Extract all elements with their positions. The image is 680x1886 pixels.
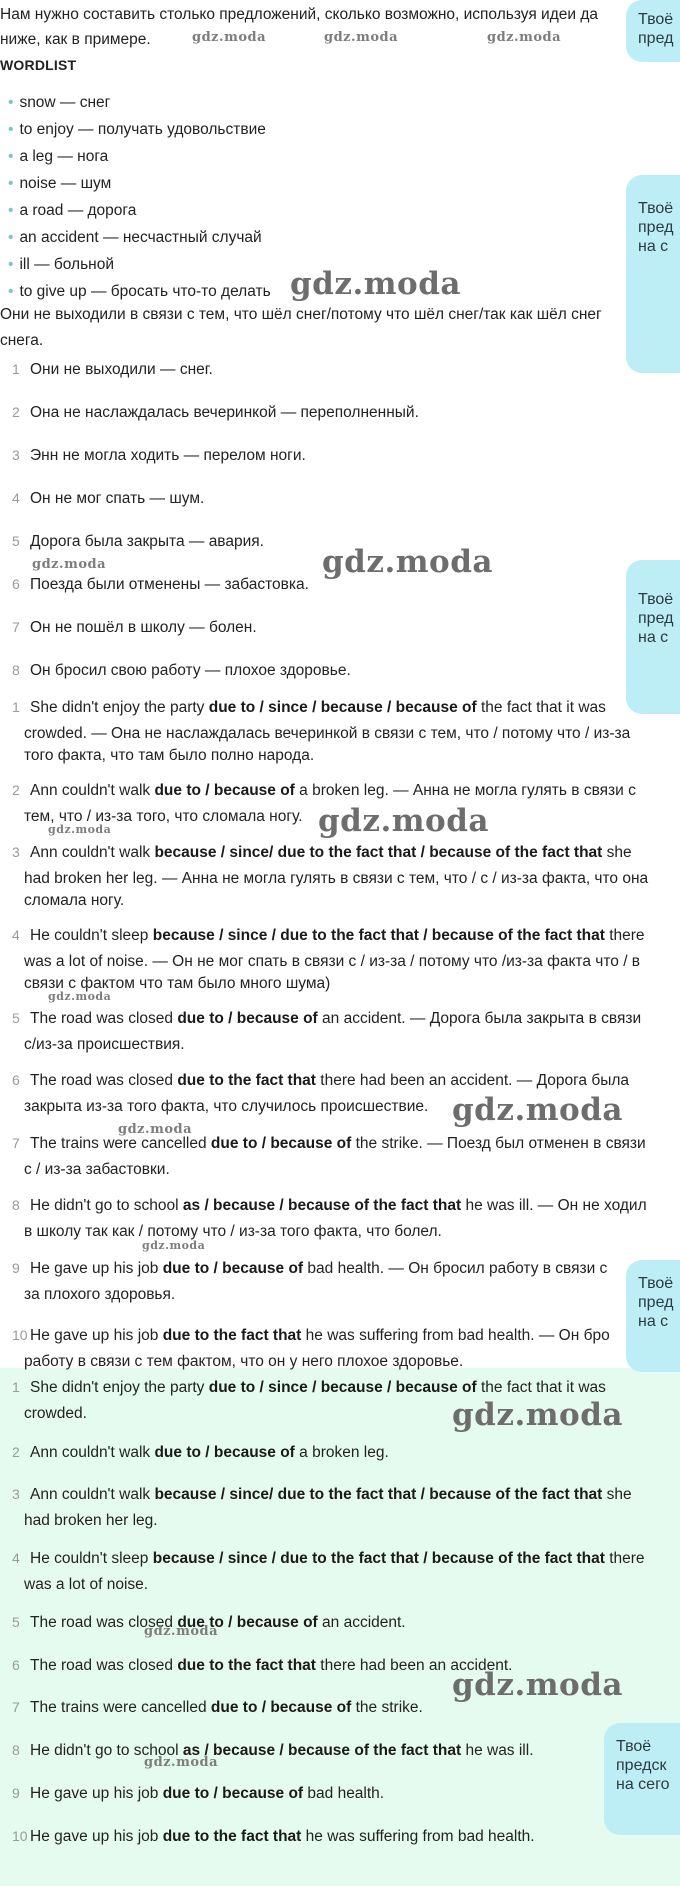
watermark: gdz.moda: [144, 1755, 219, 1770]
answer-text: He couldn't sleep: [30, 1550, 153, 1567]
watermark: gdz.moda: [142, 1239, 206, 1252]
wordlist-text: a leg — нога: [19, 148, 109, 165]
wordlist-text: a road — дорога: [19, 202, 137, 219]
answer-text: Ann couldn't walk: [30, 1486, 155, 1503]
answer-line: сломала ногу.: [24, 892, 125, 909]
item-number: 4: [12, 927, 20, 943]
answer-line: с / из-за забастовки.: [24, 1161, 170, 1178]
english-answer-line: [12, 1484, 668, 1505]
item-number: 6: [12, 576, 20, 592]
answer-line: [12, 925, 668, 946]
wordlist-item: [8, 146, 108, 167]
answer-text: The road was closed: [30, 1614, 178, 1631]
bullet-icon: •: [8, 283, 14, 300]
prompt-item: [12, 531, 264, 552]
wordlist-title: WORDLIST: [0, 57, 77, 73]
answer-line: работу в связи с тем фактом, что он у него плохое здоровье.: [24, 1353, 464, 1370]
item-number: 3: [12, 447, 20, 463]
answer-line: [12, 1258, 668, 1279]
answer-connector: because / since / due to the fact that / because of the fact that: [152, 1550, 605, 1567]
answer-text: The road was closed: [30, 1657, 178, 1674]
item-number: 2: [12, 782, 20, 798]
answer-text: she: [602, 844, 632, 861]
prompt-text: Энн не могла ходить — перелом ноги.: [30, 447, 306, 464]
answer-text: a broken leg.: [294, 1444, 389, 1461]
item-number: 4: [12, 1550, 20, 1566]
answer-text: there had been an accident. — Дорога была: [315, 1072, 630, 1089]
item-number: 1: [12, 361, 20, 377]
english-answer-line: [12, 1548, 668, 1569]
answer-text: he was suffering from bad health. — Он бро: [301, 1327, 610, 1344]
answer-text: the strike.: [351, 1699, 423, 1716]
answer-line: за плохого здоровья.: [24, 1286, 176, 1303]
watermark: gdz.moda: [48, 823, 112, 836]
bullet-icon: •: [8, 121, 14, 138]
answer-text: the fact that it was: [476, 699, 606, 716]
answer-connector: due to / because of: [154, 782, 295, 799]
wordlist-text: noise — шум: [19, 175, 112, 192]
answer-connector: due to the fact that: [177, 1657, 316, 1674]
item-number: 8: [12, 662, 20, 678]
item-number: 7: [12, 1699, 20, 1715]
answer-text: He didn't go to school: [30, 1742, 183, 1759]
answer-text: He gave up his job: [30, 1828, 163, 1845]
answer-text: He couldn't sleep: [30, 927, 153, 944]
bullet-icon: •: [8, 175, 14, 192]
answer-text: Ann couldn't walk: [30, 782, 155, 799]
item-number: 3: [12, 1486, 20, 1502]
watermark: gdz.moda: [324, 30, 399, 45]
wordlist-item: [8, 92, 110, 113]
english-answer-line: [12, 1612, 668, 1633]
answer-text: He gave up his job: [30, 1260, 163, 1277]
answer-connector: due to / because of: [177, 1614, 318, 1631]
answer-connector: due to / because of: [210, 1135, 352, 1152]
answer-text: there: [604, 927, 645, 944]
answer-text: there: [604, 1550, 645, 1567]
answer-line: had broken her leg. — Анна не могла гулять в связи с тем, что / с / из-за факта, что она: [24, 870, 649, 887]
answer-text: Ann couldn't walk: [30, 1444, 155, 1461]
watermark: gdz.moda: [290, 266, 461, 302]
wordlist-text: an accident — несчастный случай: [19, 229, 262, 246]
answer-text: bad health.: [303, 1785, 385, 1802]
bullet-icon: •: [8, 94, 14, 111]
answer-text: He didn't go to school: [30, 1197, 183, 1214]
answer-line: [12, 697, 668, 718]
promo-bubble[interactable]: Твоё пред: [626, 0, 680, 62]
prompt-item: [12, 617, 257, 638]
item-number: 10: [12, 1828, 28, 1844]
answer-text: He gave up his job: [30, 1785, 163, 1802]
answer-line: crowded. — Она не наслаждалась вечеринкой в связи с тем, что / потому что / из-за: [24, 725, 631, 742]
answer-connector: due to / since / because / because of: [208, 699, 477, 716]
prompt-text: Она не наслаждалась вечеринкой — переполненный.: [30, 404, 419, 421]
answer-connector: because / since / due to the fact that / because of the fact that: [152, 927, 605, 944]
english-answer-line: [12, 1442, 668, 1463]
answer-line: [12, 1133, 668, 1154]
item-number: 3: [12, 844, 20, 860]
item-number: 8: [12, 1197, 20, 1213]
answer-connector: as / because / because of the fact that: [182, 1197, 462, 1214]
watermark: gdz.moda: [32, 557, 107, 572]
answer-text: bad health. — Он бросил работу в связи с: [303, 1260, 608, 1277]
bullet-icon: •: [8, 148, 14, 165]
answer-line: того факта, что там было полно народа.: [24, 747, 315, 764]
answer-line: тем, что / из-за того, что сломала ногу.: [24, 808, 303, 825]
answer-text: The trains were cancelled: [30, 1699, 211, 1716]
answer-text: She didn't enjoy the party: [30, 1379, 209, 1396]
answer-line: [12, 1008, 668, 1029]
answer-text: She didn't enjoy the party: [30, 699, 209, 716]
answer-text: Ann couldn't walk: [30, 844, 155, 861]
wordlist-text: to give up — бросать что-то делать: [19, 283, 271, 300]
answer-connector: due to / because of: [177, 1010, 318, 1027]
answer-line: закрыта из-за того факта, что случилось происшествие.: [24, 1098, 429, 1115]
answer-text: a broken leg. — Анна не могла гулять в связи с: [294, 782, 636, 799]
prompt-item: [12, 445, 306, 466]
wordlist-item: [8, 119, 266, 140]
item-number: 7: [12, 619, 20, 635]
answer-line: [12, 1325, 668, 1346]
wordlist-item: [8, 200, 136, 221]
prompt-item: [12, 488, 204, 509]
prompt-item: [12, 402, 419, 423]
wordlist-item: [8, 281, 271, 302]
wordlist-item: [8, 254, 114, 275]
answer-text: he was suffering from bad health.: [301, 1828, 535, 1845]
item-number: 6: [12, 1657, 20, 1673]
answer-line: [12, 842, 668, 863]
item-number: 5: [12, 1614, 20, 1630]
answer-line: [12, 780, 668, 801]
answer-connector: due to / because of: [210, 1699, 352, 1716]
prompt-text: Они не выходили — снег.: [30, 361, 213, 378]
answer-connector: due to the fact that: [162, 1327, 302, 1344]
item-number: 1: [12, 699, 20, 715]
answer-text: an accident. — Дорога была закрыта в связи: [317, 1010, 642, 1027]
item-number: 5: [12, 1010, 20, 1026]
english-answer-line: [12, 1377, 668, 1398]
prompt-text: Поезда были отменены — забастовка.: [30, 576, 309, 593]
wordlist-item: [8, 173, 111, 194]
prompt-item: [12, 660, 351, 681]
prompt-text: Он не мог спать — шум.: [30, 490, 205, 507]
english-answer-line: crowded.: [24, 1405, 87, 1422]
bullet-icon: •: [8, 202, 14, 219]
example-line-1: Они не выходили в связи с тем, что шёл снег/потому что шёл снег/так как шёл снег: [0, 306, 602, 323]
answer-text: The road was closed: [30, 1010, 178, 1027]
watermark: gdz.moda: [487, 30, 562, 45]
english-answer-line: [12, 1740, 668, 1761]
item-number: 8: [12, 1742, 20, 1758]
intro-line-2: ниже, как в примере.: [0, 31, 151, 48]
watermark: gdz.moda: [144, 1624, 219, 1639]
prompt-text: Он не пошёл в школу — болен.: [30, 619, 257, 636]
answer-connector: due to / because of: [154, 1444, 295, 1461]
watermark: gdz.moda: [192, 30, 267, 45]
promo-bubble[interactable]: Твоё предск на сего: [604, 1723, 680, 1835]
item-number: 2: [12, 404, 20, 420]
answer-text: she: [602, 1486, 632, 1503]
watermark: gdz.moda: [322, 544, 493, 580]
item-number: 6: [12, 1072, 20, 1088]
answer-text: he was ill. — Он не ходил: [461, 1197, 647, 1214]
answer-line: was a lot of noise. — Он не мог спать в связи с / из-за / потому что /из-за факта что / в: [24, 953, 641, 970]
answer-connector: due to the fact that: [162, 1828, 302, 1845]
promo-bubble[interactable]: Твоё пред на с: [626, 175, 680, 373]
english-answer-line: [12, 1783, 668, 1804]
answer-text: he was ill.: [461, 1742, 534, 1759]
english-answer-line: was a lot of noise.: [24, 1576, 149, 1593]
wordlist-item: [8, 227, 262, 248]
bullet-icon: •: [8, 229, 14, 246]
answer-connector: due to / because of: [162, 1260, 304, 1277]
english-answer-line: had broken her leg.: [24, 1512, 158, 1529]
answer-line: [12, 1070, 668, 1091]
answer-text: there had been an accident.: [315, 1657, 513, 1674]
prompt-item: [12, 359, 213, 380]
item-number: 9: [12, 1785, 20, 1801]
answer-text: The road was closed: [30, 1072, 178, 1089]
answer-line: связи с фактом что там было много шума): [24, 975, 331, 992]
watermark: gdz.moda: [318, 803, 489, 839]
item-number: 9: [12, 1260, 20, 1276]
intro-line-1: Нам нужно составить столько предложений, сколько возможно, используя идеи да: [0, 6, 598, 23]
bullet-icon: •: [8, 256, 14, 273]
wordlist-text: to enjoy — получать удовольствие: [19, 121, 266, 138]
example-line-2: снега.: [0, 332, 44, 349]
answer-connector: due to / because of: [162, 1785, 304, 1802]
answer-text: He gave up his job: [30, 1327, 163, 1344]
prompt-item: [12, 574, 309, 595]
answer-connector: because / since/ due to the fact that / because of the fact that: [154, 844, 603, 861]
watermark: gdz.moda: [48, 990, 112, 1003]
watermark: gdz.moda: [118, 1122, 193, 1137]
answer-text: an accident.: [317, 1614, 406, 1631]
watermark: gdz.moda: [452, 1667, 623, 1703]
answer-connector: because / since/ due to the fact that / because of the fact that: [154, 1486, 603, 1503]
item-number: 10: [12, 1327, 28, 1343]
item-number: 4: [12, 490, 20, 506]
answer-connector: as / because / because of the fact that: [182, 1742, 462, 1759]
answer-line: [12, 1195, 668, 1216]
item-number: 2: [12, 1444, 20, 1460]
promo-bubble[interactable]: Твоё пред на с: [626, 560, 680, 714]
answer-text: the fact that it was: [476, 1379, 606, 1396]
answer-connector: due to / since / because / because of: [208, 1379, 477, 1396]
watermark: gdz.moda: [452, 1397, 623, 1433]
english-answer-line: [12, 1826, 668, 1847]
prompt-text: Дорога была закрыта — авария.: [30, 533, 264, 550]
item-number: 5: [12, 533, 20, 549]
answer-text: The trains were cancelled: [30, 1135, 211, 1152]
item-number: 1: [12, 1379, 20, 1395]
item-number: 7: [12, 1135, 20, 1151]
watermark: gdz.moda: [452, 1092, 623, 1128]
answer-connector: due to the fact that: [177, 1072, 316, 1089]
prompt-text: Он бросил свою работу — плохое здоровье.: [30, 662, 351, 679]
wordlist-text: snow — снег: [19, 94, 111, 111]
answer-text: the strike. — Поезд был отменен в связи: [351, 1135, 646, 1152]
wordlist-text: ill — больной: [19, 256, 114, 273]
answer-line: в школу так как / потому что / из-за того факта, что болел.: [24, 1223, 442, 1240]
promo-bubble[interactable]: Твоё пред на с: [626, 1260, 680, 1372]
answer-line: с/из-за происшествия.: [24, 1036, 185, 1053]
